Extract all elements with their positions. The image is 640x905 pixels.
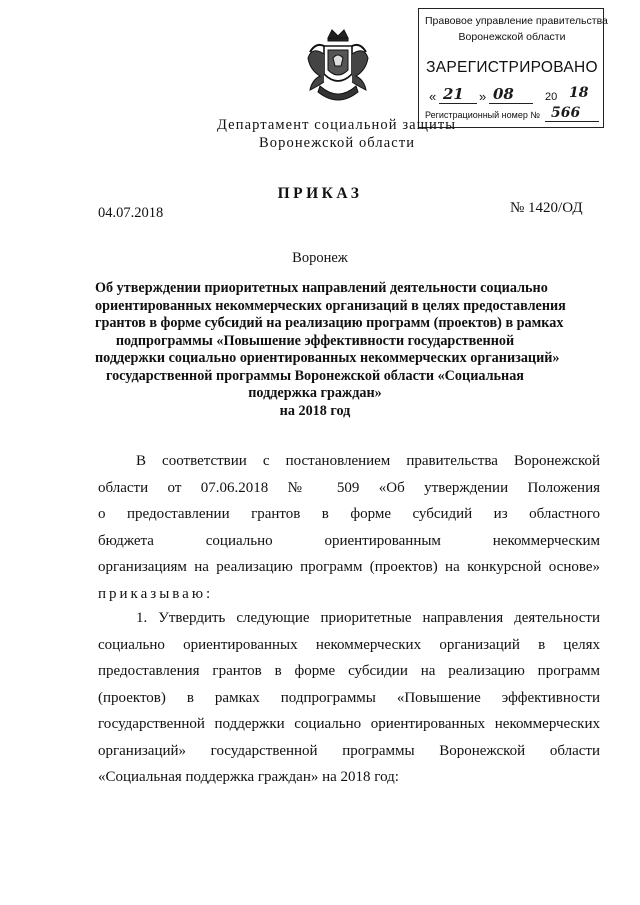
stamp-line-2: Воронежской области [458, 31, 566, 43]
item-1-paragraph [98, 605, 600, 791]
paragraph-line: социально ориентированных некоммерческих организаций в целях [98, 636, 600, 653]
paragraph-line: организациям на реализацию программ (проектов) на конкурсной основе» [98, 559, 600, 575]
order-keyword: приказываю: [98, 585, 214, 602]
subject-line: на 2018 год [279, 402, 351, 419]
department-name-line-2: Воронежской области [259, 135, 416, 151]
paragraph-line: бюджета социально ориентированным некоммерческим [98, 532, 600, 549]
preamble-paragraph [98, 448, 600, 607]
coat-of-arms-emblem [302, 28, 374, 108]
stamp-month-line [489, 103, 533, 104]
paragraph-line: предоставления грантов в форме субсидии на реализацию программ [98, 663, 600, 679]
stamp-registered: ЗАРЕГИСТРИРОВАНО [426, 59, 598, 76]
subject-line: подпрограммы «Повышение эффективности государственной [115, 332, 515, 349]
paragraph-line: организаций» государственной программы Воронежской области [98, 742, 600, 759]
stamp-year-suffix: 18 [569, 85, 589, 101]
registration-stamp [418, 8, 608, 128]
subject-line: ориентированных некоммерческих организаций в целях предоставления [95, 297, 566, 314]
paragraph-line: 1. Утвердить следующие приоритетные направления деятельности [136, 610, 600, 626]
document-type-title: ПРИКАЗ [277, 185, 363, 202]
paragraph-line: о предоставлении грантов в форме субсидий из областного [98, 506, 600, 522]
stamp-close-quote: » [479, 89, 487, 104]
stamp-day-line [439, 103, 477, 104]
paragraph-line: В соответствии с постановлением правительства Воронежской [136, 453, 600, 469]
stamp-month: 08 [493, 85, 514, 103]
stamp-line-1: Правовое управление правительства [425, 15, 608, 27]
stamp-reg-label: Регистрационный номер № [425, 110, 541, 120]
department-name-line-1: Департамент социальной защиты [217, 117, 457, 133]
paragraph-line: «Социальная поддержка граждан» на 2018 год: [98, 769, 399, 785]
document-city: Воронеж [292, 250, 348, 266]
paragraph-line: государственной поддержки социально ориентированных некоммерческих [98, 716, 600, 732]
subject-line: поддержки социально ориентированных некоммерческих организаций» [95, 350, 560, 366]
paragraph-line: (проектов) в рамках подпрограммы «Повышение эффективности [98, 689, 600, 706]
stamp-reg-number: 566 [551, 105, 581, 121]
stamp-year-prefix: 20 [545, 91, 558, 103]
stamp-reg-line [545, 121, 599, 122]
subject-line: грантов в форме субсидий на реализацию программ (проектов) в рамках [95, 315, 564, 331]
document-number: № 1420/ОД [510, 200, 583, 216]
subject-line: государственной программы Воронежской области «Социальная [105, 367, 524, 384]
subject-line: поддержка граждан» [248, 385, 382, 401]
stamp-day: 21 [443, 85, 464, 103]
paragraph-line: области от 07.06.2018 № 509 «Об утверждении Положения [98, 479, 600, 496]
document-subject [95, 280, 566, 420]
subject-line: Об утверждении приоритетных направлений деятельности социально [95, 280, 548, 296]
stamp-open-quote: « [429, 89, 437, 104]
document-date: 04.07.2018 [98, 205, 164, 221]
